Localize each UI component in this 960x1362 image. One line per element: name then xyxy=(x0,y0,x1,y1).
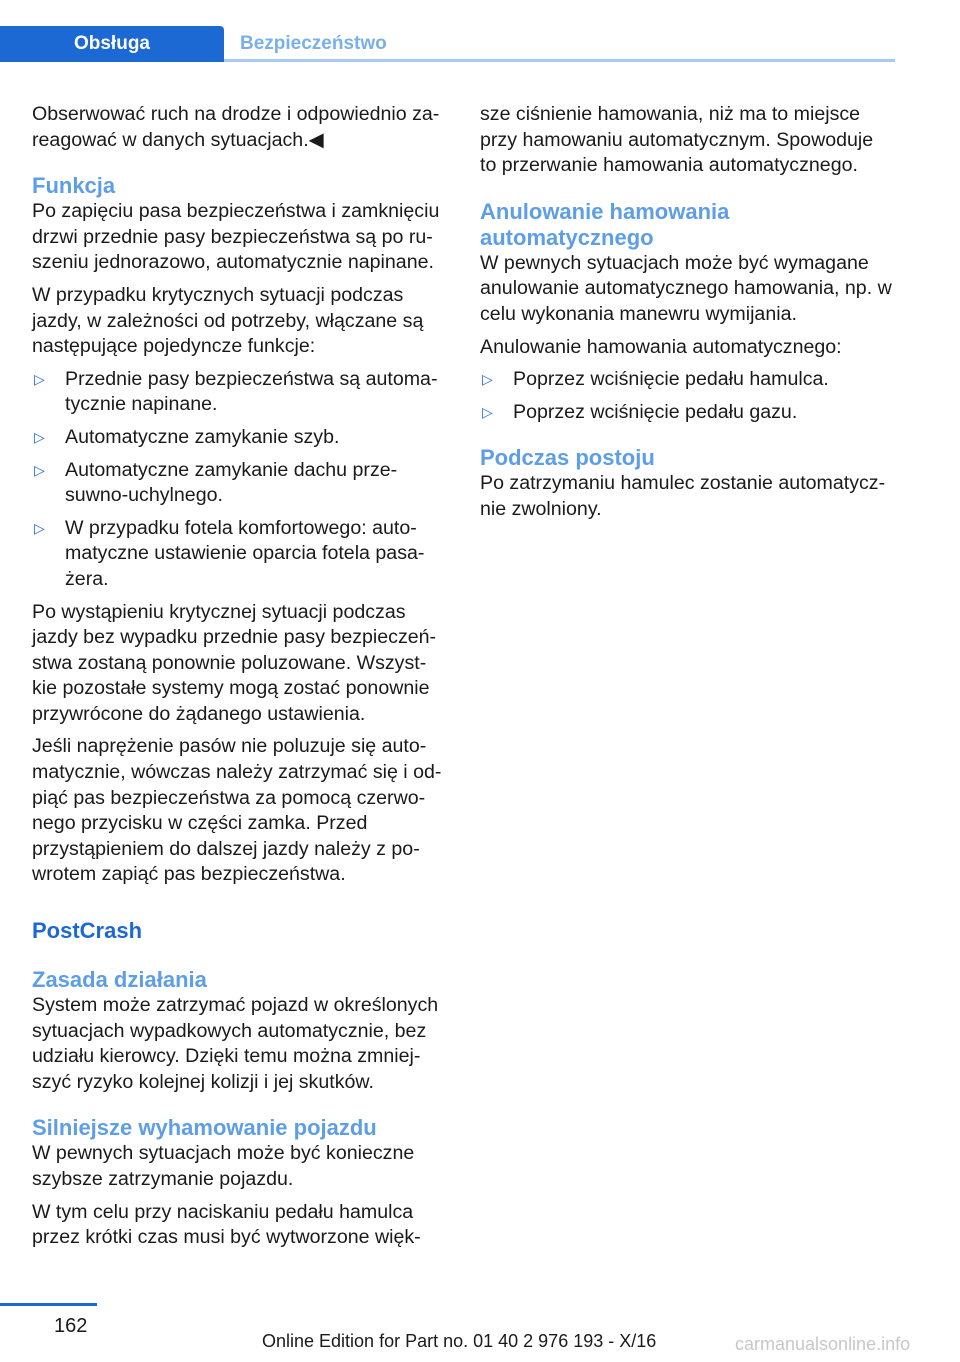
heading-postcrash: PostCrash xyxy=(32,918,143,944)
function-list xyxy=(32,367,444,593)
heading-podczas-postoju: Podczas postoju xyxy=(480,445,655,471)
heading-anulowanie: Anulowanie hamowania automatycznego xyxy=(480,198,730,250)
paragraph: Obserwować ruch na drodze i odpowiednio za‐reagować w danych sytuacjach.◀ xyxy=(32,103,440,151)
list-item: ▷ Poprzez wciśnięcie pedału hamulca. xyxy=(480,367,892,393)
cancel-list xyxy=(480,367,892,425)
edition-text: Online Edition for Part no. 01 40 2 976 193 - X/16 xyxy=(262,1331,657,1351)
heading-silniejsze-wyhamowanie: Silniejsze wyhamowanie pojazdu xyxy=(32,1115,377,1141)
tab-underline xyxy=(224,59,895,62)
header-tabs xyxy=(0,26,895,62)
paragraph: Jeśli naprężenie pasów nie poluzuje się auto‐matycznie, wówczas należy zatrzymać się i od‐piąć pas bezpieczeństwa za pomocą czerwo‐nego przycisku w części zamka. Przed przystąpieniem do dalszej jazdy należy z po‐wrotem zapiąć pas bezpieczeństwa. xyxy=(32,735,442,886)
footer-rule xyxy=(0,1303,97,1306)
paragraph: System może zatrzymać pojazd w określonych sytuacjach wypadkowych automatycznie, bez udziału kierowcy. Dzięki temu można zmniej‐szyć ryzyko kolejnej kolizji i jej skutków. xyxy=(32,994,439,1093)
paragraph: W pewnych sytuacjach może być wymagane anulowanie automatycznego hamowania, np. w celu wykonania manewru wymijania. xyxy=(480,251,892,325)
paragraph: sze ciśnienie hamowania, niż ma to miejsce przy hamowaniu automatycznym. Spowoduje to przerwanie hamowania automatycznego. xyxy=(480,103,874,177)
watermark: carmanualsonline.info xyxy=(735,1334,911,1354)
triangle-right-outline-icon: ▷ xyxy=(34,428,45,445)
triangle-right-outline-icon: ▷ xyxy=(482,403,493,420)
paragraph: W tym celu przy naciskaniu pedału hamulca przez krótki czas musi być wytworzone więk‐ xyxy=(32,1200,421,1249)
tab-bezpieczenstwo[interactable]: Bezpieczeństwo xyxy=(240,33,387,54)
paragraph: Po wystąpieniu krytycznej sytuacji podczas jazdy bez wypadku przednie pasy bezpieczeń‐stwa zostaną ponownie poluzowane. Wszyst‐kie pozostałe systemy mogą zostać ponownie przywrócone do żądanego ustawienia. xyxy=(32,600,437,725)
paragraph: Po zapięciu pasa bezpieczeństwa i zamknięciu drzwi przednie pasy bezpieczeństwa są po ru‐szeniu jednorazowo, automatycznie napinane. xyxy=(32,200,440,274)
paragraph: Po zatrzymaniu hamulec zostanie automatycz‐nie zwolniony. xyxy=(480,472,886,520)
list-item: ▷ Automatyczne zamykanie dachu prze‐suwno-uchylnego. xyxy=(34,458,398,507)
triangle-right-outline-icon: ▷ xyxy=(34,461,45,478)
tab-obsluga[interactable]: Obsługa xyxy=(0,26,224,62)
list-item: ▷ Automatyczne zamykanie szyb. xyxy=(32,425,444,451)
paragraph: W pewnych sytuacjach może być konieczne szybsze zatrzymanie pojazdu. xyxy=(32,1142,415,1190)
list-item: ▷ Poprzez wciśnięcie pedału gazu. xyxy=(480,400,892,426)
paragraph: W przypadku krytycznych sytuacji podczas jazdy, w zależności od potrzeby, włączane są następujące pojedyncze funkcje: xyxy=(32,283,424,358)
heading-zasada-dzialania: Zasada działania xyxy=(32,967,207,993)
heading-funkcja: Funkcja xyxy=(32,173,116,199)
triangle-right-outline-icon: ▷ xyxy=(34,370,45,387)
page-number: 162 xyxy=(54,1315,88,1337)
triangle-right-outline-icon: ▷ xyxy=(34,519,45,536)
list-item: ▷ Przednie pasy bezpieczeństwa są automa‐tycznie napinane. xyxy=(34,367,438,416)
triangle-right-outline-icon: ▷ xyxy=(482,371,493,388)
list-item: ▷ W przypadku fotela komfortowego: auto‐matyczne ustawienie oparcia fotela pasa‐żera. xyxy=(34,516,425,590)
right-column xyxy=(480,102,892,530)
paragraph: Anulowanie hamowania automatycznego: xyxy=(480,335,842,358)
left-column xyxy=(32,102,444,1258)
